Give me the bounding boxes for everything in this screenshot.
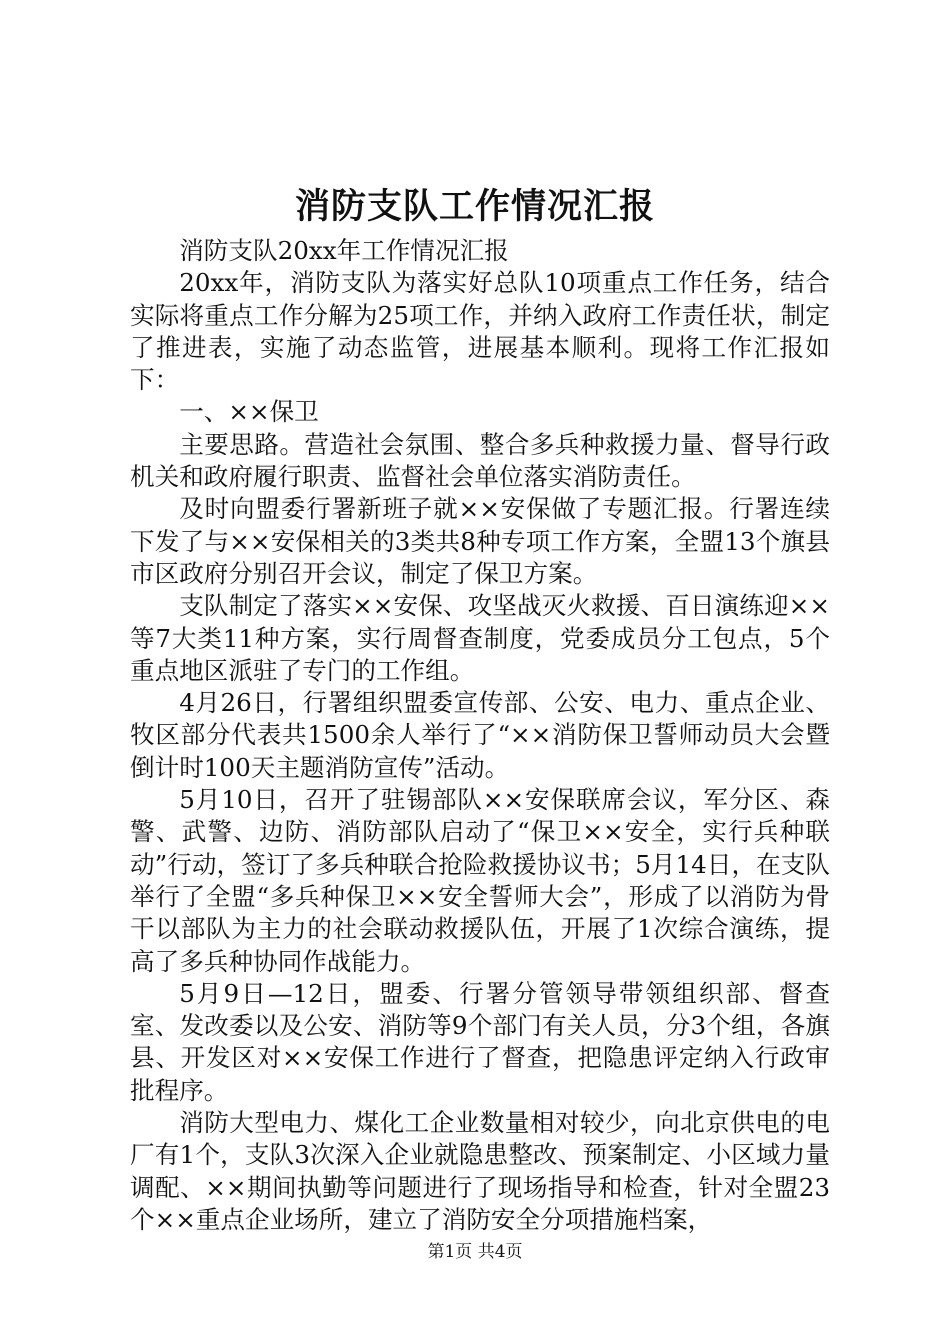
paragraph: 主要思路。营造社会氛围、整合多兵种救援力量、督导行政机关和政府履行职责、监督社会单位落实消防责任。 bbox=[130, 429, 830, 492]
paragraph: 4月26日，行署组织盟委宣传部、公安、电力、重点企业、牧区部分代表共1500余人举行了“××消防保卫誓师动员大会暨倒计时100天主题消防宣传”活动。 bbox=[130, 688, 830, 782]
paragraph: 5月10日，召开了驻锡部队××安保联席会议，军分区、森警、武警、边防、消防部队启动了“保卫××安全，实行兵种联动”行动，签订了多兵种联合抢险救援协议书；5月14日，在支队举行了全盟“多兵种保卫××安全誓师大会”，形成了以消防为骨干以部队为主力的社会联动救援队伍，开展了1次综合演练，提高了多兵种协同作战能力。 bbox=[130, 785, 830, 976]
paragraph: 5月9日—12日，盟委、行署分管领导带领组织部、督查室、发改委以及公安、消防等9个部门有关人员，分3个组，各旗县、开发区对××安保工作进行了督查，把隐患评定纳入行政审批程序。 bbox=[130, 978, 830, 1105]
document-body bbox=[130, 235, 830, 1236]
paragraph-intro: 20xx年，消防支队为落实好总队10项重点工作任务，结合实际将重点工作分解为25项工作，并纳入政府工作责任状，制定了推进表，实施了动态监管，进展基本顺利。现将工作汇报如下： bbox=[130, 268, 830, 395]
paragraph: 支队制定了落实××安保、攻坚战灭火救援、百日演练迎××等7大类11种方案，实行周督查制度，党委成员分工包点，5个重点地区派驻了专门的工作组。 bbox=[130, 591, 830, 685]
paragraph: 及时向盟委行署新班子就××安保做了专题汇报。行署连续下发了与××安保相关的3类共8种专项工作方案，全盟13个旗县市区政府分别召开会议，制定了保卫方案。 bbox=[130, 494, 830, 588]
paragraph: 消防大型电力、煤化工企业数量相对较少，向北京供电的电厂有1个，支队3次深入企业就隐患整改、预案制定、小区域力量调配、××期间执勤等问题进行了现场指导和检查，针对全盟23个××重点企业场所，建立了消防安全分项措施档案， bbox=[130, 1108, 830, 1234]
paragraph-subtitle: 消防支队20xx年工作情况汇报 bbox=[179, 236, 509, 265]
page-footer: 第1页 共4页 bbox=[427, 1242, 523, 1262]
section-heading: 一、××保卫 bbox=[179, 397, 319, 427]
document-title: 消防支队工作情况汇报 bbox=[294, 186, 655, 227]
